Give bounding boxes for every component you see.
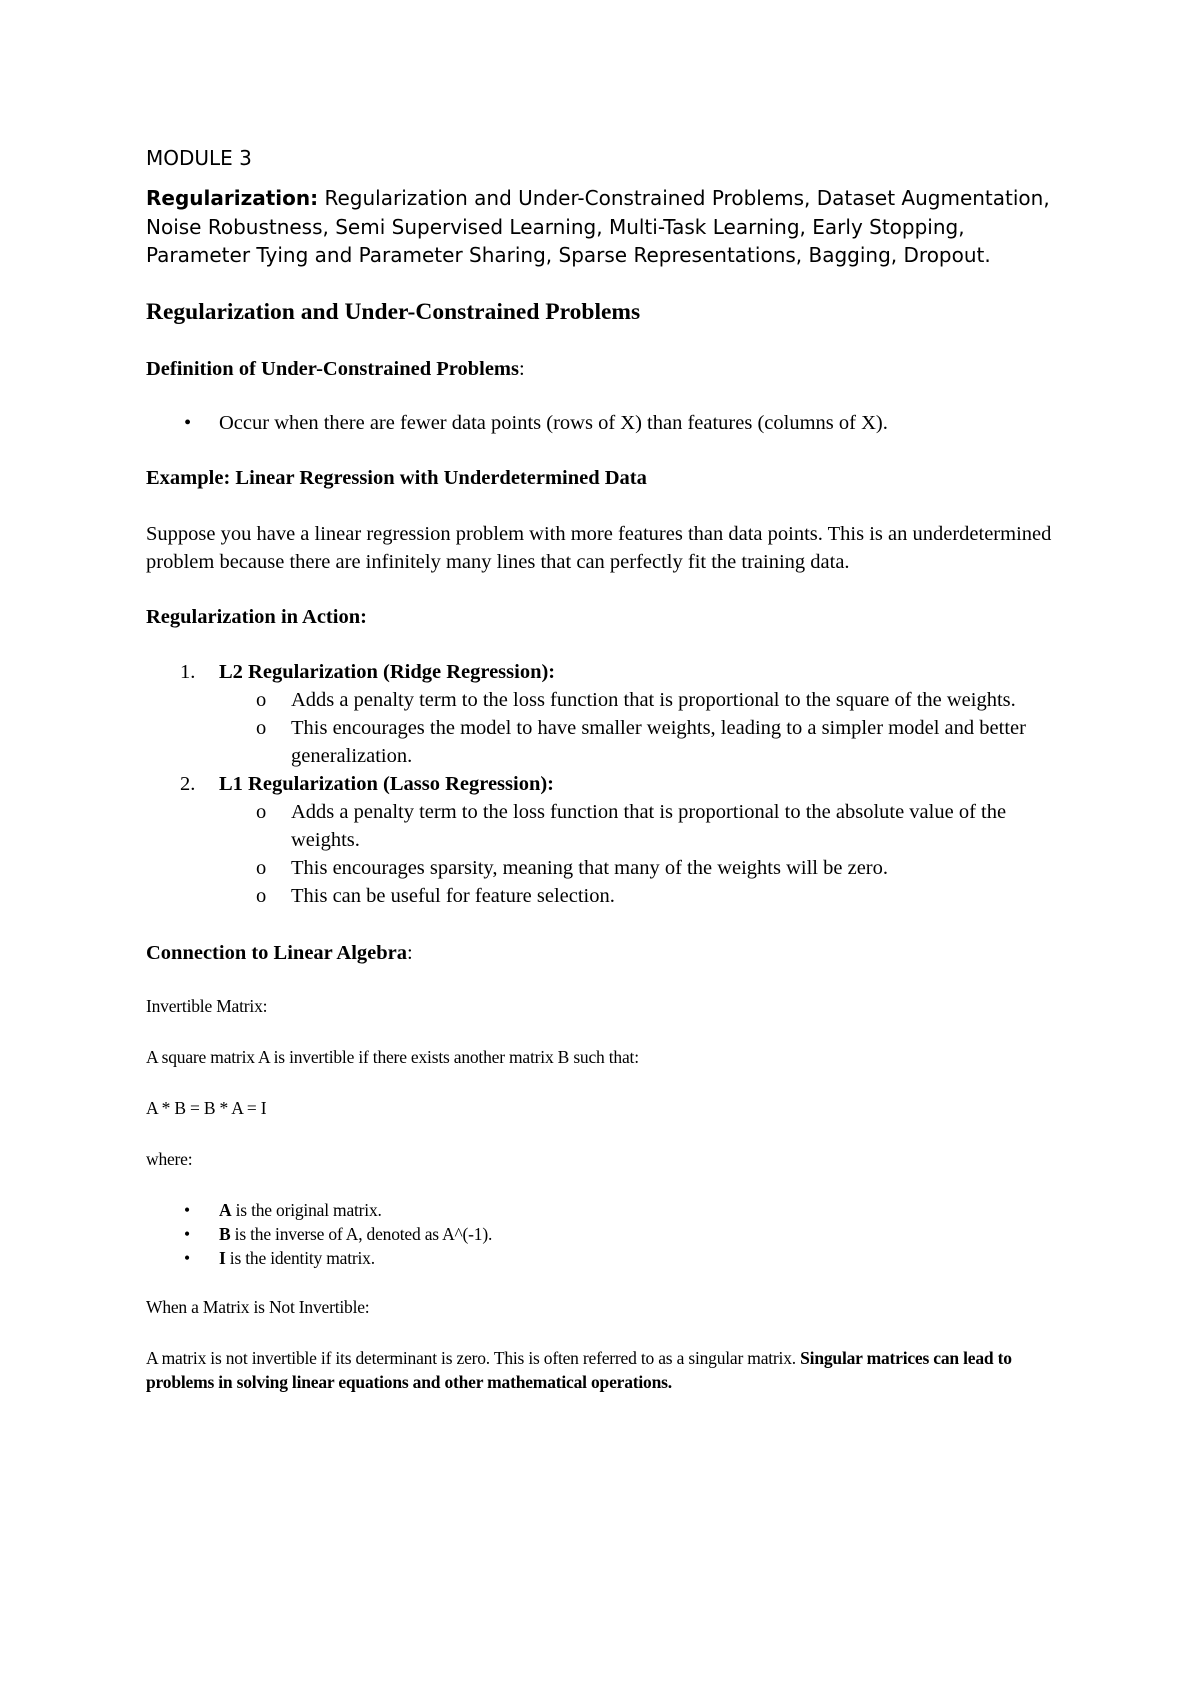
list-item [146, 409, 1066, 437]
bullet-icon: • [184, 1199, 190, 1220]
not-invertible-bold: Singular matrices can lead to problems in solving linear equations and other mathematical operations. [146, 1347, 1012, 1392]
example-paragraph: Suppose you have a linear regression problem with more features than data points. This is an underdetermined problem because there are infinitely many lines that can perfectly fit the training data. [146, 522, 1052, 573]
intro-paragraph [146, 184, 1066, 270]
definition-heading-suffix: : [518, 357, 525, 380]
circle-bullet-icon: o [256, 856, 267, 879]
not-invertible-paragraph [146, 1346, 1046, 1394]
regularization-list [146, 658, 1066, 910]
example-heading-text: Example: Linear Regression with Underdetermined Data [146, 466, 647, 489]
list-item [146, 882, 1066, 910]
intro-lead: Regularization: [146, 186, 319, 210]
bullet-icon: • [184, 1223, 190, 1244]
definition-heading-text: Definition of Under-Constrained Problems [146, 357, 519, 380]
list-item [146, 1246, 1066, 1270]
equation: A * B = B * A = I [146, 1097, 267, 1118]
term: A [219, 1199, 232, 1220]
bullet-icon: • [184, 1247, 190, 1268]
sub-item-text: Adds a penalty term to the loss function that is proportional to the square of the weights. [291, 688, 1016, 711]
matrix-terms-list [146, 1198, 1066, 1270]
list-item [146, 798, 1066, 854]
definition-heading [146, 355, 1066, 383]
example-heading [146, 464, 1066, 492]
circle-bullet-icon: o [256, 688, 267, 711]
sub-list [146, 686, 1066, 770]
list-item [146, 1198, 1066, 1222]
regularization-action-heading [146, 603, 1066, 631]
regularization-action-heading-text: Regularization in Action: [146, 605, 367, 628]
term-description: is the identity matrix. [225, 1247, 375, 1268]
definition-bullet-text: Occur when there are fewer data points (rows of X) than features (columns of X). [219, 411, 888, 434]
definition-list [146, 409, 1066, 437]
item-title: L2 Regularization (Ridge Regression): [219, 660, 556, 683]
circle-bullet-icon: o [256, 884, 267, 907]
item-title: L1 Regularization (Lasso Regression): [219, 772, 555, 795]
section-heading: Regularization and Under-Constrained Problems [146, 298, 641, 325]
invertible-definition: A square matrix A is invertible if there exists another matrix B such that: [146, 1046, 639, 1067]
list-item [146, 854, 1066, 882]
linear-algebra-heading-text: Connection to Linear Algebra [146, 941, 407, 964]
sub-item-text: This encourages sparsity, meaning that many of the weights will be zero. [291, 856, 888, 879]
sub-list [146, 798, 1066, 910]
term-description: is the original matrix. [231, 1199, 382, 1220]
intro-text: Regularization and Under-Constrained Problems, Dataset Augmentation, Noise Robustness, Semi Supervised Learning, Multi-Task Learning, Early Stopping, Parameter Tying and Parameter Sharing, Sparse Representations, Bagging, Dropout. [146, 186, 1050, 267]
list-item [146, 686, 1066, 714]
list-item [146, 1222, 1066, 1246]
sub-item-text: This encourages the model to have smaller weights, leading to a simpler model and better generalization. [291, 716, 1026, 767]
bullet-icon: • [184, 411, 192, 434]
not-invertible-label: When a Matrix is Not Invertible: [146, 1296, 370, 1317]
term-description: is the inverse of A, denoted as A^(-1). [230, 1223, 493, 1244]
where-label: where: [146, 1148, 193, 1169]
invertible-label: Invertible Matrix: [146, 995, 268, 1016]
linear-algebra-heading-suffix: : [407, 941, 413, 964]
list-item-l2 [146, 658, 1066, 770]
list-item-l1 [146, 770, 1066, 910]
linear-algebra-heading [146, 939, 1066, 967]
not-invertible-text: A matrix is not invertible if its determinant is zero. This is often referred to as a singular matrix. [146, 1347, 796, 1368]
sub-item-text: This can be useful for feature selection. [291, 884, 615, 907]
list-item [146, 714, 1066, 770]
circle-bullet-icon: o [256, 716, 267, 739]
sub-item-text: Adds a penalty term to the loss function that is proportional to the absolute value of the weights. [291, 800, 1007, 851]
item-number: 2. [180, 772, 196, 795]
circle-bullet-icon: o [256, 800, 267, 823]
document-content [146, 144, 1066, 1394]
term: B [219, 1223, 231, 1244]
term: I [219, 1247, 226, 1268]
module-title: MODULE 3 [146, 146, 252, 170]
item-number: 1. [180, 660, 196, 683]
